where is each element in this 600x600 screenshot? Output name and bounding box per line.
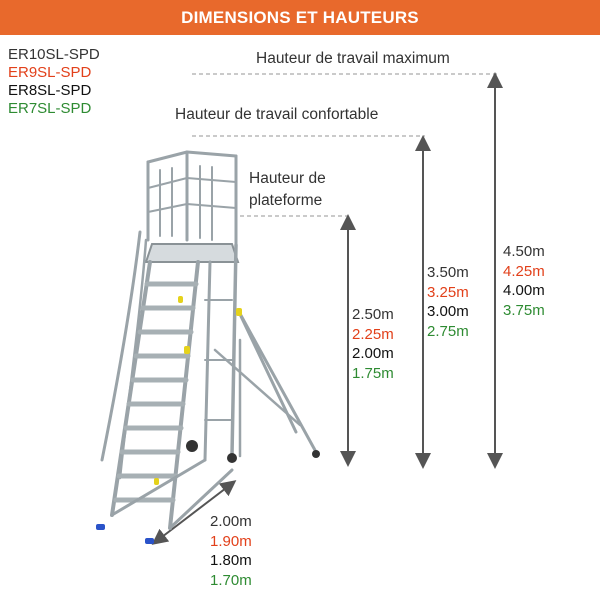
model-er7: ER7SL-SPD [8, 100, 92, 117]
platform-height-er9: 2.25m [352, 325, 394, 343]
feet [96, 524, 154, 544]
model-er9: ER9SL-SPD [8, 64, 92, 81]
comfort-height-er10: 3.50m [427, 264, 469, 281]
banner-title: DIMENSIONS ET HAUTEURS [181, 7, 419, 27]
max-height-er10: 4.50m [503, 243, 545, 260]
max-height-er8: 4.00m [503, 282, 545, 299]
model-er8: ER8SL-SPD [8, 82, 92, 99]
length-er7: 1.70m [210, 571, 252, 589]
platform-height-values [352, 305, 394, 383]
max-height-label: Hauteur de travail maximum [256, 50, 450, 67]
platform-height-label-line1: Hauteur de [249, 170, 326, 187]
platform-height-er7: 1.75m [352, 364, 394, 382]
model-er10: ER10SL-SPD [8, 46, 100, 63]
platform-height-er8: 2.00m [352, 345, 394, 362]
platform-height-er10: 2.50m [352, 306, 394, 323]
length-values [210, 512, 252, 590]
length-er8: 1.80m [210, 552, 252, 569]
comfort-height-er7: 2.75m [427, 322, 469, 340]
length-er10: 2.00m [210, 513, 252, 530]
comfort-height-er8: 3.00m [427, 303, 469, 320]
platform-height-label [249, 168, 326, 212]
platform-height-label-line2: plateforme [249, 192, 323, 209]
max-height-er7: 3.75m [503, 301, 545, 319]
comfort-height-er9: 3.25m [427, 283, 469, 301]
comfort-height-label: Hauteur de travail confortable [175, 106, 379, 123]
length-er9: 1.90m [210, 532, 252, 550]
comfort-height-values [427, 263, 469, 341]
max-height-er9: 4.25m [503, 262, 545, 280]
max-height-values [503, 242, 545, 320]
